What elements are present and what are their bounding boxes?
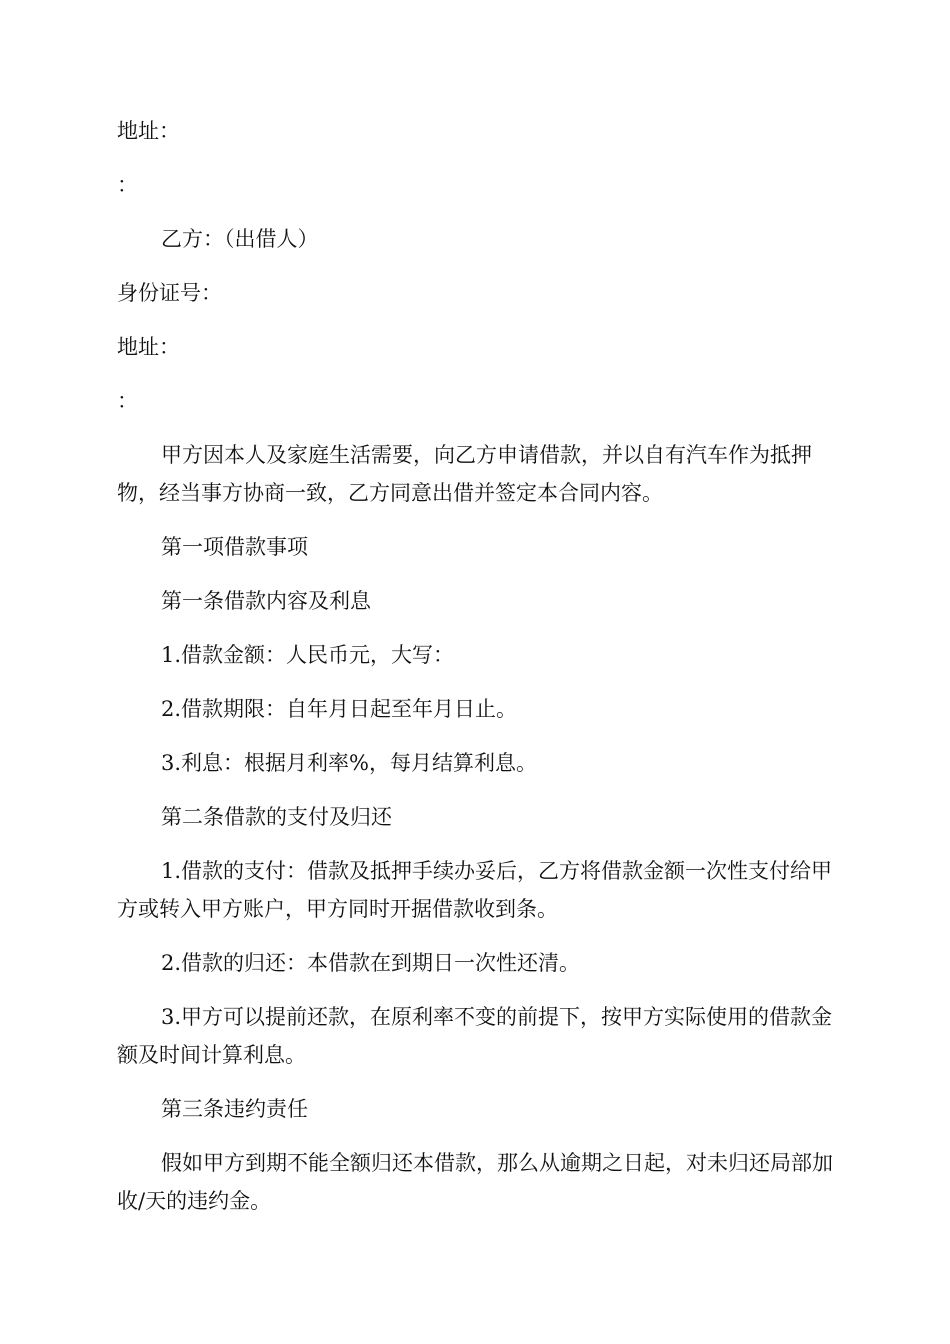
- article-heading: 第二条借款的支付及归还: [161, 805, 392, 829]
- article-heading: 第三条违约责任: [161, 1097, 308, 1121]
- party-b-line: 乙方：（出借人）: [161, 227, 319, 251]
- clause-item: 1.借款的支付：借款及抵押手续办妥后，乙方将借款金额一次性支付给甲方或转入甲方账户，甲方同时开据借款收到条。: [117, 859, 833, 921]
- clause-paragraph: 假如甲方到期不能全额归还本借款，那么从逾期之日起，对未归还局部加收/天的违约金。: [117, 1151, 833, 1213]
- lender-address-label: 地址：: [117, 119, 180, 143]
- blank-colon-line: ：: [117, 389, 138, 413]
- article-heading: 第一条借款内容及利息: [161, 589, 371, 613]
- clause-item: 3.利息：根据月利率%，每月结算利息。: [161, 751, 537, 775]
- blank-colon-line: ：: [117, 173, 138, 197]
- id-number-label: 身份证号：: [117, 281, 222, 305]
- clause-item: 2.借款的归还：本借款在到期日一次性还清。: [161, 951, 581, 975]
- address-label: 地址：: [117, 335, 180, 359]
- clause-item: 3.甲方可以提前还款，在原利率不变的前提下，按甲方实际使用的借款金额及时间计算利息。: [117, 1005, 833, 1067]
- preamble-paragraph: 甲方因本人及家庭生活需要，向乙方申请借款，并以自有汽车作为抵押物，经当事方协商一致，乙方同意出借并签定本合同内容。: [117, 443, 812, 505]
- document-body: [117, 112, 837, 1220]
- clause-item: 1.借款金额：人民币元，大写：: [161, 643, 455, 667]
- clause-item: 2.借款期限：自年月日起至年月日止。: [161, 697, 518, 721]
- section-heading: 第一项借款事项: [161, 535, 308, 559]
